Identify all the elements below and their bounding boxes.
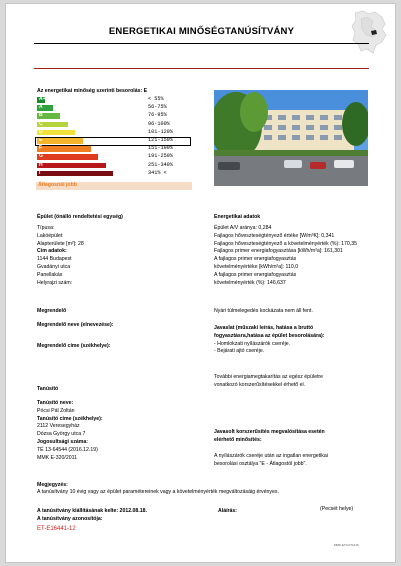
certifier-name-label: Tanúsító neve:: [37, 400, 74, 406]
certifier-heading: Tanúsító: [37, 386, 59, 392]
stamp-label: (Pecsét helye): [320, 506, 354, 512]
result-heading: Javasolt korszerűsítés megvalósítása esetén: [214, 429, 325, 435]
address-line: 1144 Budapest: [37, 256, 72, 263]
rating-class-d: [37, 130, 207, 136]
energy-heading: Energetikai adatok: [214, 214, 261, 220]
rating-letter: D: [39, 128, 43, 135]
license-line: TÉ 13-64544 (2016.12.19): [37, 446, 98, 453]
rating-letter: C: [39, 120, 43, 127]
certificate-id-label: A tanúsítvány azonosítója:: [37, 516, 103, 522]
rating-range: 101-120%: [148, 128, 173, 135]
building-floor-area: Alapterülete [m²]: 28: [37, 240, 84, 247]
address-line: Panellakás: [37, 271, 63, 278]
result-text-cont: besorolási osztálya "E - Átlagostól jobb".: [214, 460, 307, 467]
issue-date: A tanúsítvány kiállításának kelte: 2012.08.18.: [37, 508, 147, 514]
rating-range: < 55%: [148, 96, 164, 102]
rating-range: 56-75%: [148, 104, 167, 111]
building-photo: [214, 90, 368, 186]
certifier-seat-line: Dózsa György utca 7: [37, 431, 86, 438]
suggestions-extra: További energiamegtakarítás az egész épületre: [214, 374, 324, 380]
certificate-title: ENERGETIKAI MINŐSÉGTANÚSÍTVÁNY: [108, 26, 295, 37]
rating-range: 121-150%: [148, 137, 173, 143]
suggestion-item: - Homlokzati nyílászárók cseréje.: [214, 340, 291, 347]
rating-class-a: [37, 105, 207, 111]
rating-range: 151-190%: [148, 145, 173, 152]
rating-class-i: [37, 171, 207, 177]
rating-bar: [37, 105, 53, 111]
document-code: MMK-ETV-071216: [334, 543, 359, 547]
certificate-page: [5, 3, 396, 563]
rating-range: 341% <: [148, 169, 167, 176]
energy-line: Épület A/V aránya: 0,284: [214, 225, 272, 231]
rating-class-c: [37, 122, 207, 128]
rating-letter: H: [39, 161, 43, 168]
building-type-value: Lakóépület: [37, 232, 63, 239]
energy-line: A fajlagos primer energiafogyasztás: [214, 256, 297, 263]
rating-class-b: [37, 113, 207, 119]
title-divider: [34, 43, 369, 44]
rating-bar: [37, 97, 45, 103]
rating-bar: [37, 163, 106, 169]
energy-line: A fajlagos primer energiafogyasztás: [214, 271, 297, 278]
overheating-note: Nyári túlmelegedés kockázata nem áll fent.: [214, 308, 313, 314]
suggestions-extra-cont: vonatkozó korszerűsítésekkel érhető el.: [214, 381, 306, 388]
rating-bar: [37, 154, 98, 160]
rating-letter: B: [39, 112, 43, 119]
rating-class-f: [37, 146, 207, 152]
notes-heading: Megjegyzés:: [37, 482, 68, 488]
rating-letter: A+: [39, 96, 46, 102]
certifier-seat-label: Tanúsító címe (székhelye):: [37, 415, 103, 422]
rating-bar: [37, 113, 60, 119]
result-heading-cont: elérhető minősítés:: [214, 436, 262, 443]
energy-line: Fajlagos hőveszteségtényező értéke [W/m³K]: 0,341: [214, 232, 335, 239]
rating-scale: [37, 97, 207, 189]
energy-line: Fajlagos hőveszteségtényező a követelményérték (%): 170,35: [214, 240, 358, 247]
section-divider: [34, 68, 369, 69]
rating-bar: [37, 146, 91, 152]
rating-range: 96-100%: [148, 120, 170, 127]
building-type-label: Típusa:: [37, 225, 55, 231]
rating-class-e: [37, 138, 207, 144]
address-line: Helyrajzi szám:: [37, 279, 73, 286]
certifier-name: Pócsi Pál Zoltán: [37, 407, 75, 414]
rating-class-h: [37, 163, 207, 169]
rating-range: 76-95%: [148, 112, 167, 119]
client-heading: Megrendelő: [37, 308, 67, 314]
rating-bar: [37, 130, 75, 136]
rating-verdict: Átlagosnál jobb: [38, 182, 77, 188]
certificate-id: ET-E16441-12: [37, 526, 76, 532]
rating-letter: G: [39, 153, 43, 160]
suggestion-item: - Bejárati ajtó cseréje.: [214, 348, 265, 355]
rating-letter: A: [39, 104, 43, 111]
result-text: A nyílászárók cseréje után az ingatlan energetikai: [214, 453, 328, 459]
energy-line: Fajlagos primer energiafogyasztása [kWh/m²a]: 161,301: [214, 248, 343, 255]
rating-letter: E: [39, 137, 43, 143]
rating-letter: F: [39, 145, 43, 152]
rating-bar: [37, 171, 113, 177]
rating-letter: I: [39, 169, 41, 176]
notes-text: A tanúsítvány 10 évig vagy az épület paramétereinek vagy a követelményérték megváltozásáig érvényes.: [37, 489, 279, 495]
license-line: MMK E-320/2011: [37, 454, 77, 461]
rating-class-aplus: [37, 97, 207, 103]
energy-line: követelményérték (%): 146,637: [214, 279, 286, 286]
address-line: Gvadányi utca: [37, 263, 71, 270]
rating-range: 191-250%: [148, 153, 173, 160]
rating-range: 251-340%: [148, 161, 173, 168]
energy-line: követelményértéke [kWh/m²a]: 110,0: [214, 263, 299, 270]
client-name-label: Megrendelő neve (elnevezése):: [37, 322, 114, 328]
suggestions-heading-cont: fogyasztásra,hatása az épület besorolására):: [214, 332, 325, 339]
suggestions-heading: Javaslat (műszaki leírás, hatása a bruttó: [214, 325, 314, 331]
signature-label: Aláírás:: [218, 508, 238, 514]
license-label: Jogosultsági száma:: [37, 438, 89, 445]
address-label: Cím adatok:: [37, 248, 67, 255]
client-address-label: Megrendelő címe (székhelye):: [37, 343, 111, 349]
building-heading: Épület (önálló rendeltetési egység): [37, 214, 123, 220]
rating-class-g: [37, 154, 207, 160]
rating-label: Az energetikai minőség szerinti besorolás: E: [37, 88, 148, 94]
rating-bar: [37, 122, 68, 128]
certifier-seat-line: 2112 Veresegyház: [37, 423, 80, 430]
